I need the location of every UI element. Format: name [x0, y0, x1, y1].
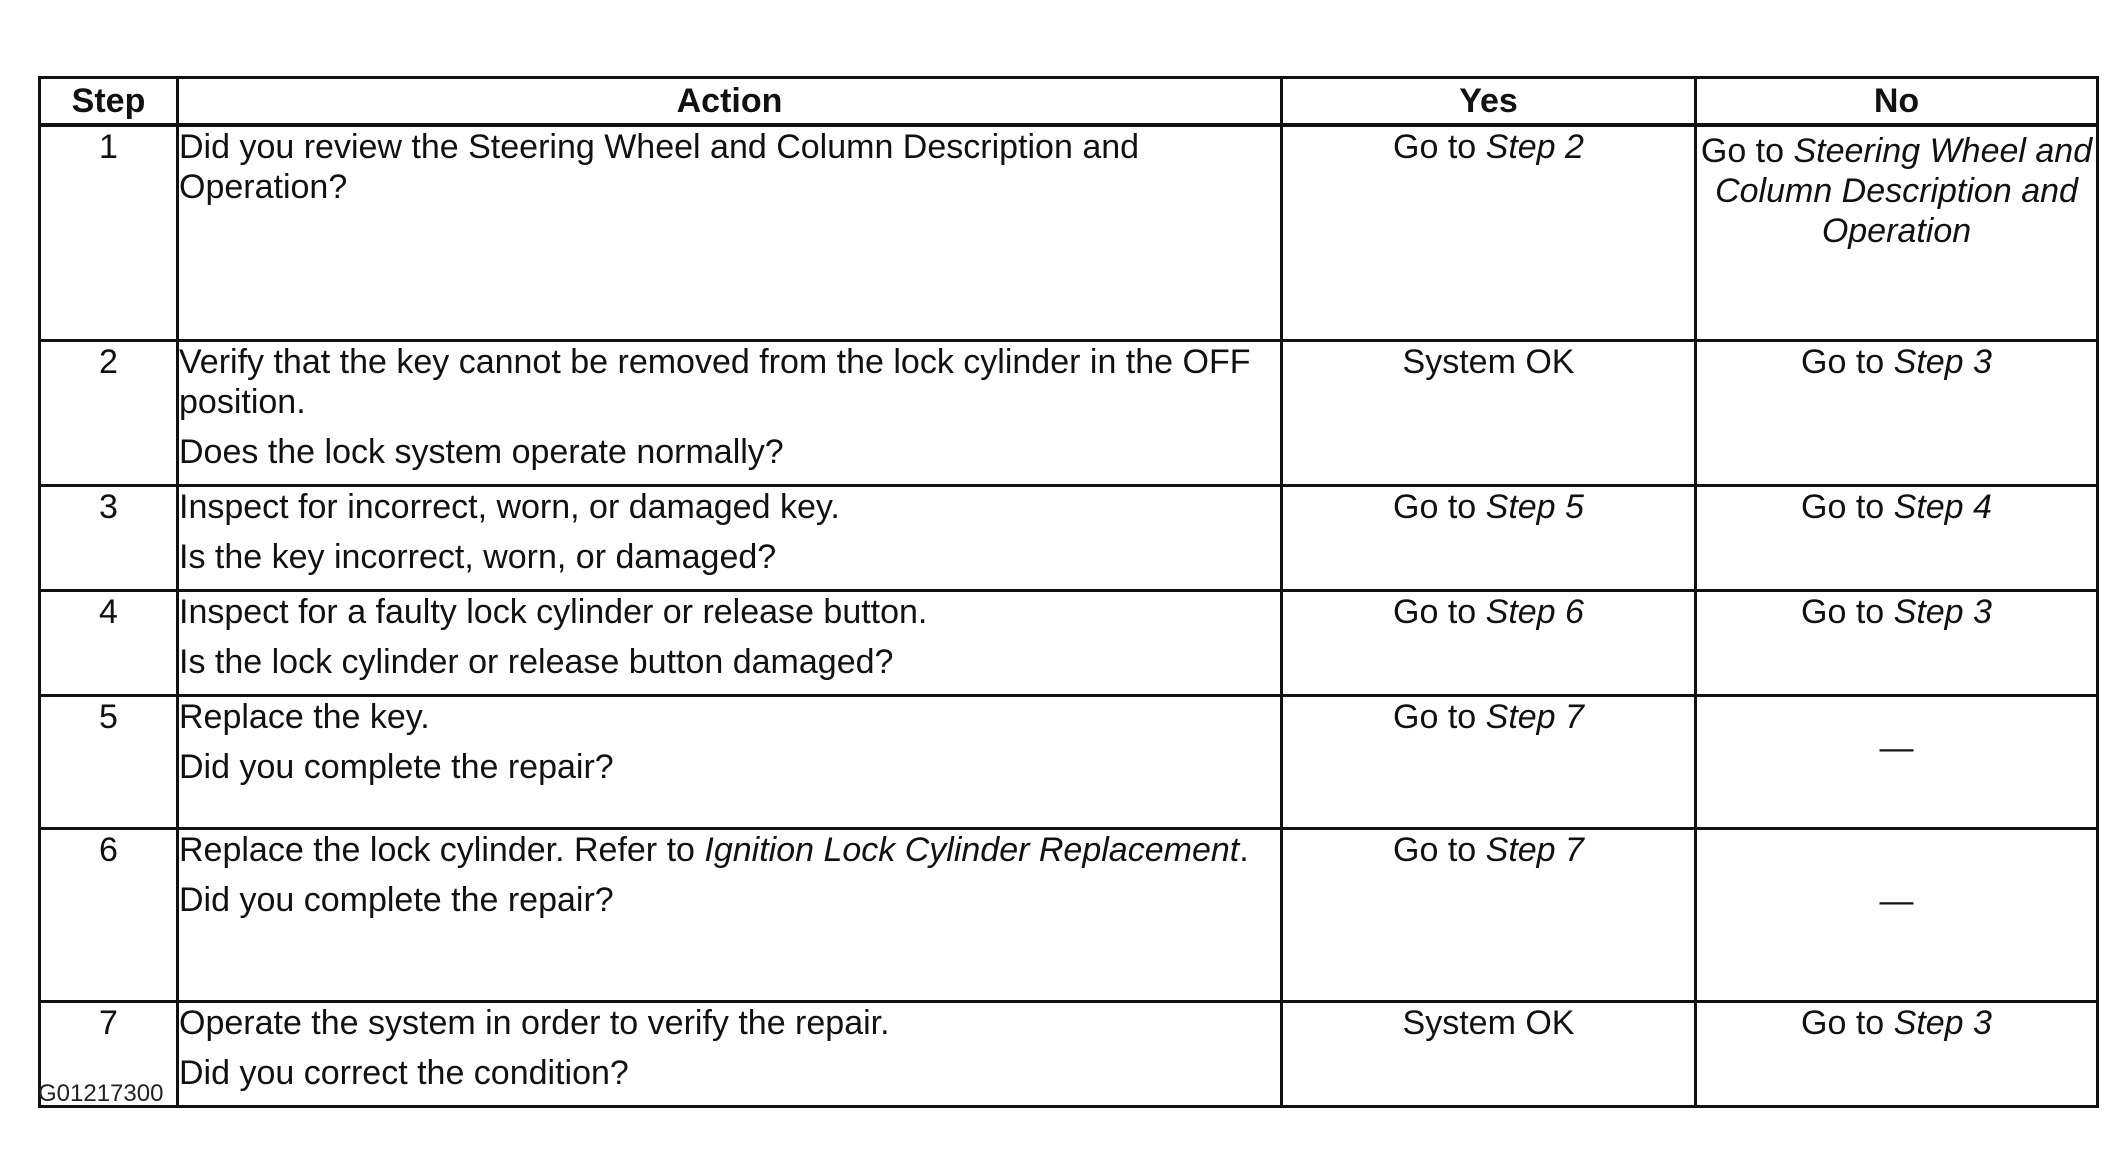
question-text: Did you correct the condition?	[179, 1054, 629, 1092]
action-cell	[178, 486, 1282, 591]
action-text: Inspect for incorrect, worn, or damaged key.	[179, 488, 840, 526]
yes-cell: Go to Step 7	[1282, 829, 1696, 1002]
step-number: 2	[40, 341, 178, 486]
action-cell	[178, 125, 1282, 341]
header-action: Action	[178, 78, 1282, 126]
action-text: Operate the system in order to verify the repair.	[179, 1004, 890, 1042]
action-text: Did you review the Steering Wheel and Column Description and Operation?	[179, 128, 1140, 206]
header-step: Step	[40, 78, 178, 126]
table-row	[40, 1002, 2098, 1107]
step-number: 1	[40, 125, 178, 341]
table-row	[40, 696, 2098, 829]
action-cell	[178, 1002, 1282, 1107]
table-row	[40, 125, 2098, 341]
step-number: 6	[40, 829, 178, 1002]
question-text: Is the lock cylinder or release button damaged?	[179, 643, 894, 681]
no-cell: Go to Step 3	[1696, 591, 2098, 696]
no-cell: Go to Step 3	[1696, 1002, 2098, 1107]
header-yes: Yes	[1282, 78, 1696, 126]
table-row	[40, 341, 2098, 486]
no-cell: —	[1696, 696, 2098, 829]
header-no: No	[1696, 78, 2098, 126]
action-cell	[178, 829, 1282, 1002]
question-text: Did you complete the repair?	[179, 881, 614, 919]
step-number: 7	[40, 1002, 178, 1107]
step-number: 4	[40, 591, 178, 696]
yes-cell: System OK	[1282, 1002, 1696, 1107]
step-number: 5	[40, 696, 178, 829]
table-row	[40, 829, 2098, 1002]
yes-cell: Go to Step 7	[1282, 696, 1696, 829]
no-cell: Go to Step 4	[1696, 486, 2098, 591]
reference-link-text: Ignition Lock Cylinder Replacement	[704, 831, 1240, 869]
action-text: Inspect for a faulty lock cylinder or release button.	[179, 593, 928, 631]
step-number: 3	[40, 486, 178, 591]
action-cell	[178, 591, 1282, 696]
yes-cell: Go to Step 5	[1282, 486, 1696, 591]
no-cell: —	[1696, 829, 2098, 1002]
question-text: Does the lock system operate normally?	[179, 433, 784, 471]
question-text: Is the key incorrect, worn, or damaged?	[179, 538, 777, 576]
yes-cell: System OK	[1282, 341, 1696, 486]
action-cell	[178, 341, 1282, 486]
figure-id: G01217300	[38, 1080, 164, 1107]
question-text: Did you complete the repair?	[179, 748, 614, 786]
action-cell	[178, 696, 1282, 829]
table-row	[40, 591, 2098, 696]
action-text: Replace the key.	[179, 698, 430, 736]
header-row	[40, 78, 2098, 126]
yes-cell: Go to Step 2	[1282, 125, 1696, 341]
yes-cell: Go to Step 6	[1282, 591, 1696, 696]
no-cell: Go to Steering Wheel and Column Description and Operation	[1696, 125, 2098, 341]
table-row	[40, 486, 2098, 591]
action-text: Verify that the key cannot be removed from the lock cylinder in the OFF position.	[179, 343, 1251, 421]
no-cell: Go to Step 3	[1696, 341, 2098, 486]
diagnostic-table	[38, 76, 2099, 1108]
action-text: Replace the lock cylinder. Refer to Ignition Lock Cylinder Replacement.	[179, 831, 1249, 869]
